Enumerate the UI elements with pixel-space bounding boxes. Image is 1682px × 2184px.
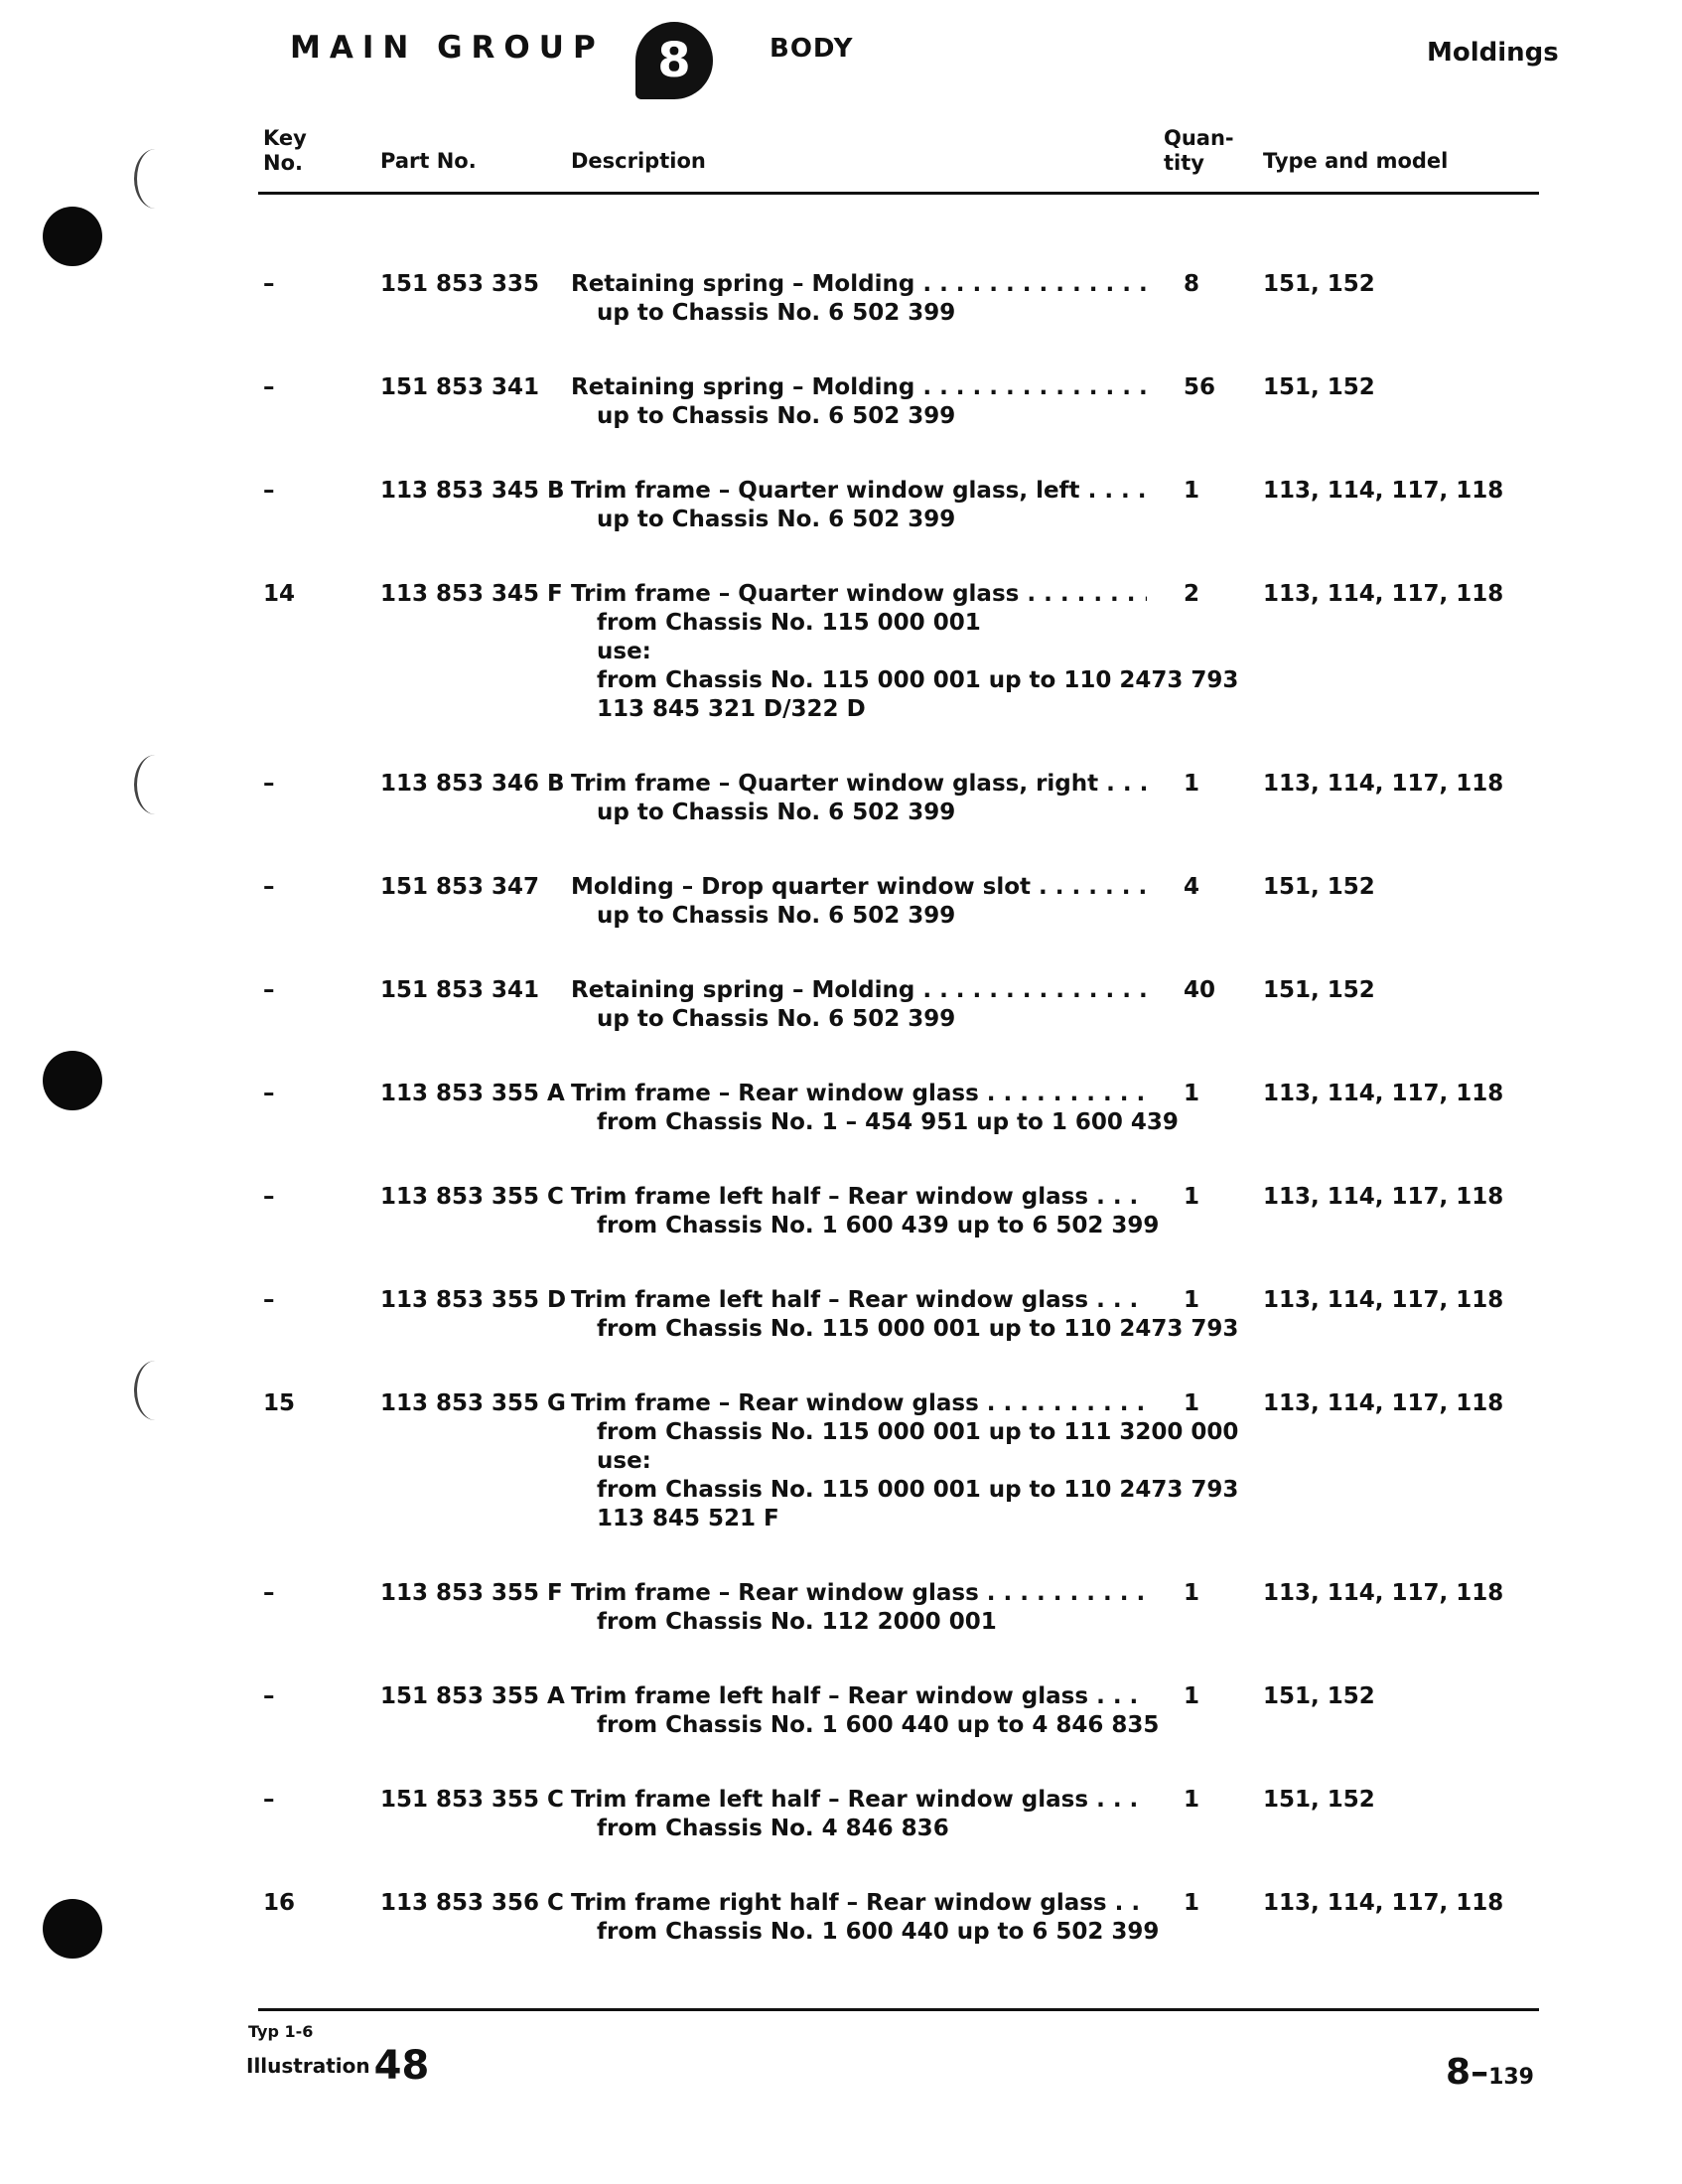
col-header-quantity-line2: tity: [1164, 151, 1204, 175]
description-detail: up to Chassis No. 6 502 399: [597, 300, 956, 326]
description-detail: use:: [597, 1448, 651, 1474]
quantity: 2: [1184, 581, 1200, 607]
table-row: [0, 1080, 1682, 1183]
description-title: Trim frame – Quarter window glass . . .: [571, 580, 1147, 609]
quantity: 1: [1184, 478, 1200, 504]
part-number: 151 853 341: [380, 374, 540, 400]
binder-hole-top: [43, 207, 102, 266]
key-number: –: [263, 977, 275, 1003]
key-number: –: [263, 1184, 275, 1210]
key-number: 16: [263, 1890, 296, 1916]
description: [571, 1579, 1147, 1637]
description: [571, 976, 1147, 1034]
type-model: 151, 152: [1263, 977, 1375, 1003]
part-number: 151 853 355 C: [380, 1787, 564, 1813]
description-title: Trim frame left half – Rear window glass . . .: [571, 1786, 1147, 1815]
page-number: 8–139: [1446, 2052, 1534, 2093]
key-number: 14: [263, 581, 296, 607]
key-number: –: [263, 271, 275, 297]
table-row: [0, 1579, 1682, 1682]
part-number: 113 853 356 C: [380, 1890, 564, 1916]
description-detail: 113 845 521 F: [597, 1506, 779, 1531]
header-rule: [258, 192, 1539, 195]
description-title: Trim frame – Rear window glass . . .: [571, 1579, 1147, 1608]
part-number: 113 853 346 B: [380, 771, 565, 797]
description: [571, 373, 1147, 431]
table-row: [0, 580, 1682, 770]
description-detail: from Chassis No. 112 2000 001: [597, 1609, 997, 1635]
type-model: 113, 114, 117, 118: [1263, 1184, 1504, 1210]
description-title: Retaining spring – Molding . . .: [571, 373, 1147, 402]
description: [571, 770, 1147, 827]
type-model: 113, 114, 117, 118: [1263, 1580, 1504, 1606]
type-model: 113, 114, 117, 118: [1263, 1287, 1504, 1313]
quantity: 8: [1184, 271, 1200, 297]
type-model: 151, 152: [1263, 1787, 1375, 1813]
page-group: 8: [1446, 2052, 1472, 2093]
key-number: –: [263, 771, 275, 797]
table-row: [0, 477, 1682, 580]
quantity: 1: [1184, 1390, 1200, 1416]
subsection-title: Moldings: [1427, 38, 1559, 68]
description: [571, 580, 1239, 724]
description: [571, 1682, 1160, 1740]
quantity: 1: [1184, 771, 1200, 797]
footer-typ: Typ 1-6: [248, 2022, 314, 2041]
section-title: BODY: [770, 34, 854, 64]
col-header-type: Type and model: [1263, 149, 1449, 173]
footer-illustration-label: Illustration: [246, 2054, 370, 2078]
key-number: –: [263, 1683, 275, 1709]
table-row: [0, 373, 1682, 477]
footer-illustration-number: 48: [373, 2043, 430, 2089]
description: [571, 1389, 1239, 1533]
col-header-key: [263, 126, 307, 176]
description-detail: use:: [597, 639, 651, 664]
description-detail: from Chassis No. 1 600 440 up to 6 502 399: [597, 1919, 1160, 1945]
description-detail: from Chassis No. 1 600 440 up to 4 846 835: [597, 1712, 1160, 1738]
description-detail: from Chassis No. 115 000 001 up to 111 3200 000: [597, 1419, 1239, 1445]
type-model: 113, 114, 117, 118: [1263, 1890, 1504, 1916]
col-header-key-line1: Key: [263, 126, 307, 150]
description-detail: from Chassis No. 115 000 001: [597, 610, 981, 636]
table-row: [0, 873, 1682, 976]
quantity: 40: [1184, 977, 1216, 1003]
group-number-badge: 8: [635, 22, 713, 99]
description: [571, 477, 1147, 534]
description-detail: up to Chassis No. 6 502 399: [597, 403, 956, 429]
part-number: 151 853 341: [380, 977, 540, 1003]
part-number: 151 853 347: [380, 874, 540, 900]
page-no: 139: [1488, 2065, 1534, 2090]
description: [571, 1183, 1160, 1240]
table-row: [0, 1682, 1682, 1786]
key-number: –: [263, 874, 275, 900]
part-number: 113 853 355 G: [380, 1390, 566, 1416]
parts-table: [0, 270, 1682, 1992]
col-header-quantity: [1164, 126, 1234, 176]
type-model: 113, 114, 117, 118: [1263, 581, 1504, 607]
key-number: –: [263, 374, 275, 400]
part-number: 151 853 355 A: [380, 1683, 565, 1709]
description-title: Trim frame – Quarter window glass, right . . .: [571, 770, 1147, 799]
description-detail: up to Chassis No. 6 502 399: [597, 507, 956, 532]
quantity: 1: [1184, 1184, 1200, 1210]
col-header-quantity-line1: Quan-: [1164, 126, 1234, 150]
description-detail: from Chassis No. 115 000 001 up to 110 2473 793: [597, 667, 1239, 693]
description-title: Retaining spring – Molding . . .: [571, 976, 1147, 1005]
description-detail: from Chassis No. 1 600 439 up to 6 502 399: [597, 1213, 1160, 1238]
table-row: [0, 270, 1682, 373]
table-row: [0, 1183, 1682, 1286]
part-number: 151 853 335: [380, 271, 540, 297]
description: [571, 1286, 1239, 1344]
quantity: 1: [1184, 1787, 1200, 1813]
type-model: 113, 114, 117, 118: [1263, 478, 1504, 504]
type-model: 113, 114, 117, 118: [1263, 1390, 1504, 1416]
description: [571, 1889, 1160, 1947]
key-number: –: [263, 1287, 275, 1313]
description-title: Trim frame left half – Rear window glass . . .: [571, 1183, 1147, 1212]
description: [571, 1786, 1147, 1843]
part-number: 113 853 345 B: [380, 478, 565, 504]
description: [571, 1080, 1179, 1137]
table-row: [0, 770, 1682, 873]
quantity: 4: [1184, 874, 1200, 900]
description-detail: up to Chassis No. 6 502 399: [597, 800, 956, 825]
quantity: 1: [1184, 1580, 1200, 1606]
description-detail: up to Chassis No. 6 502 399: [597, 903, 956, 929]
table-row: [0, 1389, 1682, 1579]
quantity: 56: [1184, 374, 1216, 400]
footer-rule: [258, 2008, 1539, 2011]
quantity: 1: [1184, 1081, 1200, 1106]
key-number: –: [263, 1787, 275, 1813]
part-number: 113 853 355 A: [380, 1081, 565, 1106]
quantity: 1: [1184, 1683, 1200, 1709]
description: [571, 270, 1147, 328]
description-title: Trim frame left half – Rear window glass . . .: [571, 1286, 1147, 1315]
type-model: 151, 152: [1263, 1683, 1375, 1709]
description-detail: from Chassis No. 115 000 001 up to 110 2473 793: [597, 1477, 1239, 1503]
type-model: 113, 114, 117, 118: [1263, 1081, 1504, 1106]
description-detail: from Chassis No. 4 846 836: [597, 1816, 949, 1841]
part-number: 113 853 355 F: [380, 1580, 563, 1606]
key-number: –: [263, 1580, 275, 1606]
col-header-key-line2: No.: [263, 151, 303, 175]
main-group-label: MAIN GROUP: [290, 30, 605, 66]
key-number: –: [263, 1081, 275, 1106]
type-model: 113, 114, 117, 118: [1263, 771, 1504, 797]
quantity: 1: [1184, 1287, 1200, 1313]
col-header-description: Description: [571, 149, 706, 173]
description-title: Trim frame – Rear window glass . . .: [571, 1080, 1147, 1108]
key-number: 15: [263, 1390, 296, 1416]
description-detail: 113 845 321 D/322 D: [597, 696, 866, 722]
type-model: 151, 152: [1263, 874, 1375, 900]
description-title: Retaining spring – Molding . . .: [571, 270, 1147, 299]
table-row: [0, 1889, 1682, 1992]
part-number: 113 853 355 D: [380, 1287, 567, 1313]
footer-illustration: [246, 2043, 429, 2089]
part-number: 113 853 345 F: [380, 581, 563, 607]
binder-ring-mark: [134, 149, 177, 209]
table-row: [0, 1786, 1682, 1889]
type-model: 151, 152: [1263, 271, 1375, 297]
table-row: [0, 1286, 1682, 1389]
description-title: Trim frame – Rear window glass . . .: [571, 1389, 1147, 1418]
description-detail: from Chassis No. 1 – 454 951 up to 1 600 439: [597, 1109, 1179, 1135]
description-detail: from Chassis No. 115 000 001 up to 110 2473 793: [597, 1316, 1239, 1342]
description-title: Molding – Drop quarter window slot . . .: [571, 873, 1147, 902]
description-title: Trim frame – Quarter window glass, left . . .: [571, 477, 1147, 506]
col-header-part: Part No.: [380, 149, 477, 173]
table-row: [0, 976, 1682, 1080]
quantity: 1: [1184, 1890, 1200, 1916]
type-model: 151, 152: [1263, 374, 1375, 400]
description-title: Trim frame left half – Rear window glass . . .: [571, 1682, 1147, 1711]
key-number: –: [263, 478, 275, 504]
description-title: Trim frame right half – Rear window glass . . .: [571, 1889, 1147, 1918]
part-number: 113 853 355 C: [380, 1184, 564, 1210]
description-detail: up to Chassis No. 6 502 399: [597, 1006, 956, 1032]
description: [571, 873, 1147, 931]
